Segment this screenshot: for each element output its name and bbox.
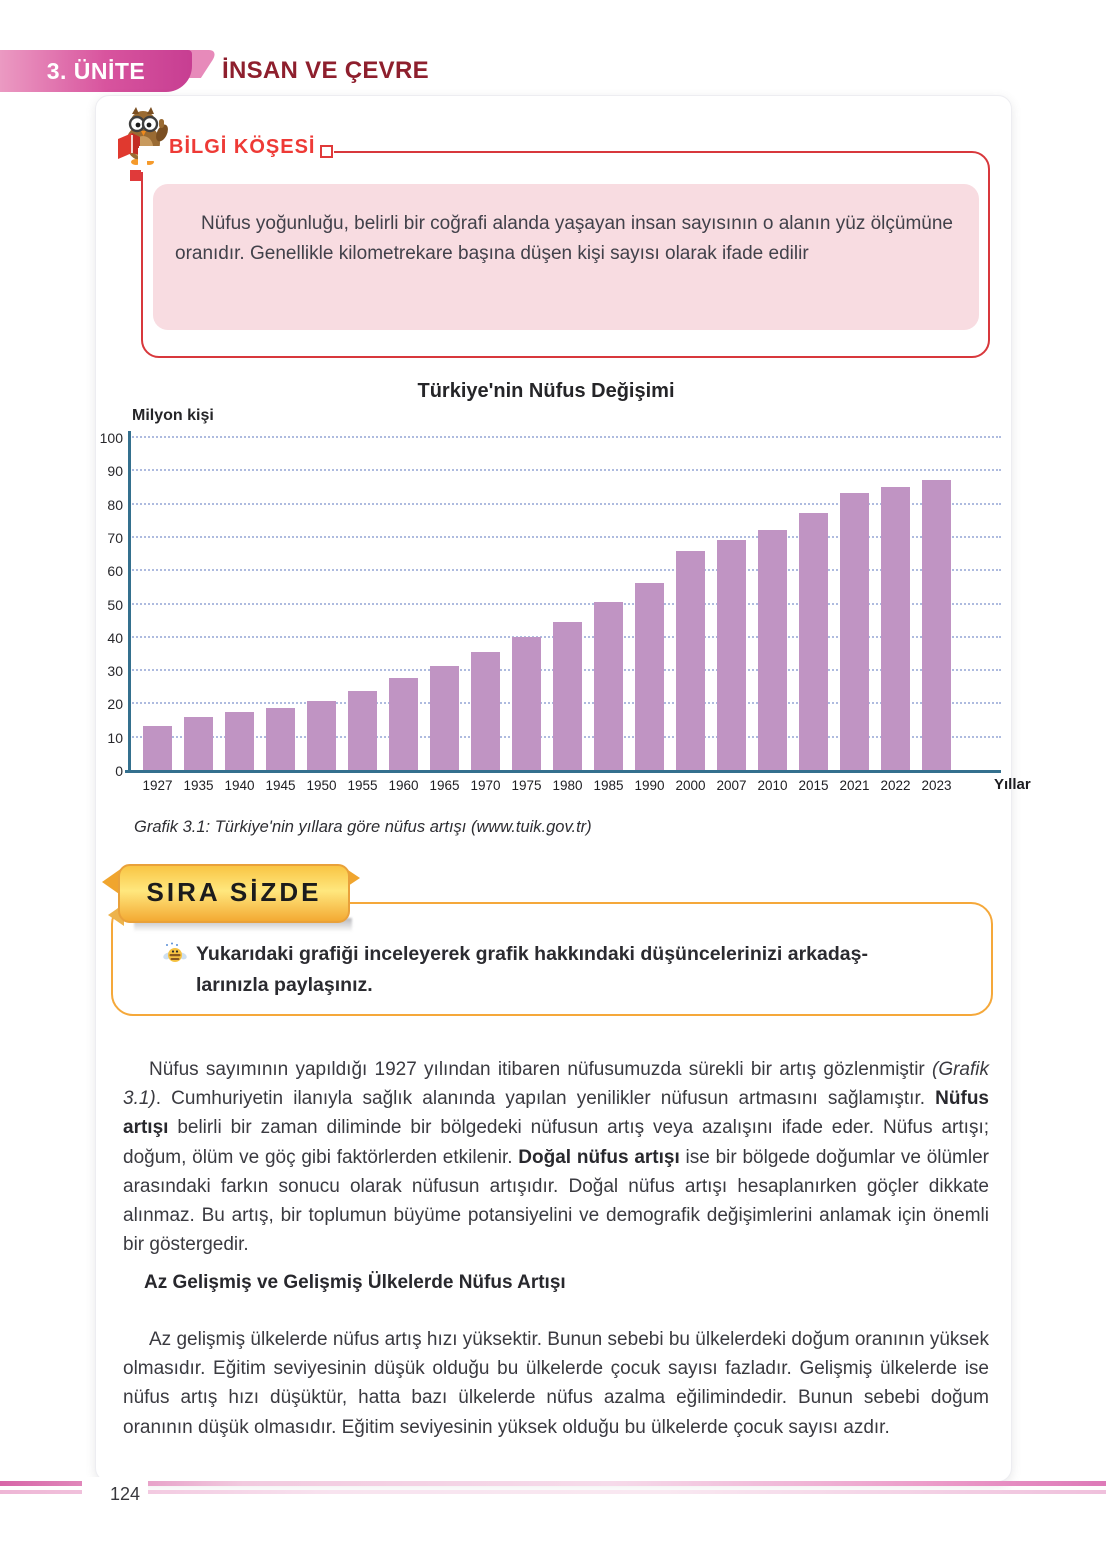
bar-1927 bbox=[143, 726, 172, 771]
footer-rule-top bbox=[0, 1481, 1106, 1486]
y-axis-tick: 70 bbox=[107, 529, 123, 546]
x-axis-tick: 1927 bbox=[142, 778, 173, 793]
y-axis-line bbox=[128, 431, 131, 773]
x-axis-tick: 1970 bbox=[470, 778, 501, 793]
chart-x-axis-label: Yıllar bbox=[994, 776, 1031, 793]
bar-2000 bbox=[676, 551, 705, 771]
population-bar-chart bbox=[99, 430, 1031, 793]
bar-1935 bbox=[184, 717, 213, 771]
bee-icon bbox=[162, 941, 188, 967]
sira-sizde-label: SIRA SİZDE bbox=[146, 877, 322, 907]
bar-1940 bbox=[225, 712, 254, 771]
x-axis-line bbox=[125, 770, 1001, 773]
x-axis-tick: 1965 bbox=[429, 778, 460, 793]
x-axis-tick: 1955 bbox=[347, 778, 378, 793]
page-number: 124 bbox=[110, 1484, 141, 1504]
y-axis-tick: 30 bbox=[107, 663, 123, 680]
bar-1980 bbox=[553, 622, 582, 771]
page-title: İNSAN VE ÇEVRE bbox=[222, 57, 429, 84]
bar-1960 bbox=[389, 678, 418, 771]
y-axis-tick: 40 bbox=[107, 629, 123, 646]
x-axis-tick: 1985 bbox=[593, 778, 624, 793]
sira-sizde-text bbox=[196, 939, 986, 1001]
y-axis-tick: 10 bbox=[107, 729, 123, 746]
x-axis-tick: 1950 bbox=[306, 778, 337, 793]
x-axis-tick: 2023 bbox=[921, 778, 952, 793]
body-paragraph-1: Nüfus sayımının yapıldığı 1927 yılından itibaren nüfusumuzda sürekli bir artış gözlenmiştir (Grafik 3.1). Cumhuriyetin ilanıyla sağlık alanında yapılan yenilikler nüfusun artmasını sağlamıştır. Nüfus artışı belirli bir zaman diliminde bir bölgedeki nüfusun artış veya azalışını ifade eder. Nüfus artışı; doğum, ölüm ve göç gibi faktörlerden etkilenir. Doğal nüfus artışı ise bir bölgede doğumlar ve ölümler arasındaki farkın sonucu olarak nüfusun artışıdır. Doğal nüfus artışı hesaplanırken göçler dikkate alınmaz. Bu artış, bir toplumun büyüme potansiyelini ve demografik değişimlerini anlamak için önemli bir göstergedir. bbox=[123, 1059, 989, 1256]
y-axis-tick: 90 bbox=[107, 463, 123, 480]
connector-square-filled-icon bbox=[130, 170, 141, 181]
bar-2023 bbox=[922, 480, 951, 771]
y-axis-tick: 0 bbox=[115, 763, 123, 779]
y-axis-tick: 20 bbox=[107, 696, 123, 713]
body-paragraph-2: Az gelişmiş ülkelerde nüfus artış hızı yüksektir. Bunun sebebi bu ülkelerdeki doğum oranının yüksek olmasıdır. Eğitim seviyesinin düşük olduğu bu ülkelerde çocuk sayısı fazladır. Gelişmiş ülkelerde ise nüfus artış hızı düşüktür, hatta bazı ülkelerde nüfus azalma eğilimindedir. Bunun sebebi doğum oranının düşük olmasıdır. Eğitim seviyesinin yüksek olduğu bu ülkelerde çocuk sayısı azdır. bbox=[123, 1329, 989, 1438]
bar-1965 bbox=[430, 666, 459, 771]
bar-1975 bbox=[512, 637, 541, 771]
x-axis-tick: 1975 bbox=[511, 778, 542, 793]
bilgi-kosesi-label: BİLGİ KÖŞESİ bbox=[169, 136, 319, 159]
x-axis-tick: 1940 bbox=[224, 778, 255, 793]
gridline bbox=[129, 569, 1001, 571]
chart-caption: Grafik 3.1: Türkiye'nin yıllara göre nüfus artışı (www.tuik.gov.tr) bbox=[134, 818, 592, 836]
bar-1950 bbox=[307, 701, 336, 771]
chart-y-axis-label: Milyon kişi bbox=[132, 407, 214, 424]
x-axis-tick: 2015 bbox=[798, 778, 829, 793]
x-axis-tick: 1980 bbox=[552, 778, 583, 793]
bar-1970 bbox=[471, 652, 500, 771]
border-mask bbox=[138, 148, 147, 172]
gridline bbox=[129, 536, 1001, 538]
unit-banner bbox=[0, 50, 192, 92]
section-heading: Az Gelişmiş ve Gelişmiş Ülkelerde Nüfus Artışı bbox=[144, 1272, 566, 1293]
bar-1945 bbox=[266, 708, 295, 771]
bar-2007 bbox=[717, 540, 746, 771]
y-axis-tick: 60 bbox=[107, 563, 123, 580]
bar-1990 bbox=[635, 583, 664, 771]
y-axis-tick: 50 bbox=[107, 596, 123, 613]
content-card bbox=[95, 95, 1031, 1482]
y-axis-tick: 100 bbox=[99, 430, 123, 446]
bar-2022 bbox=[881, 487, 910, 771]
bar-2015 bbox=[799, 513, 828, 771]
x-axis-tick: 2007 bbox=[716, 778, 747, 793]
bar-1955 bbox=[348, 691, 377, 771]
x-axis-tick: 2010 bbox=[757, 778, 788, 793]
x-axis-tick: 2000 bbox=[675, 778, 706, 793]
bilgi-kosesi-text: Nüfus yoğunluğu, belirli bir coğrafi alanda yaşayan insan sayısının o alanın yüz ölçümüne oranıdır. Genellikle kilometrekare başına düşen kişi sayısı olarak ifade edilir bbox=[175, 213, 954, 264]
sira-sizde-line2: larınızla paylaşınız. bbox=[196, 974, 373, 996]
gridline bbox=[129, 503, 1001, 505]
gridline bbox=[129, 469, 1001, 471]
bar-2010 bbox=[758, 530, 787, 771]
x-axis-tick: 1945 bbox=[265, 778, 296, 793]
bar-1985 bbox=[594, 602, 623, 771]
gridline bbox=[129, 436, 1001, 438]
x-axis-tick: 2021 bbox=[839, 778, 870, 793]
footer-rule-bottom bbox=[0, 1490, 1106, 1494]
bar-2021 bbox=[840, 493, 869, 771]
gridline bbox=[129, 603, 1001, 605]
x-axis-tick: 2022 bbox=[880, 778, 911, 793]
connector-square-icon bbox=[320, 145, 333, 158]
x-axis-tick: 1960 bbox=[388, 778, 419, 793]
y-axis-tick: 80 bbox=[107, 496, 123, 513]
x-axis-tick: 1935 bbox=[183, 778, 214, 793]
bilgi-kosesi-panel bbox=[153, 184, 979, 330]
x-axis-tick: 1990 bbox=[634, 778, 665, 793]
chart-title: Türkiye'nin Nüfus Değişimi bbox=[417, 380, 675, 402]
sira-sizde-banner bbox=[118, 864, 350, 923]
sira-sizde-line1: Yukarıdaki grafiği inceleyerek grafik hakkındaki düşüncelerinizi arkadaş- bbox=[196, 943, 868, 965]
unit-label: 3. ÜNİTE bbox=[46, 58, 146, 84]
